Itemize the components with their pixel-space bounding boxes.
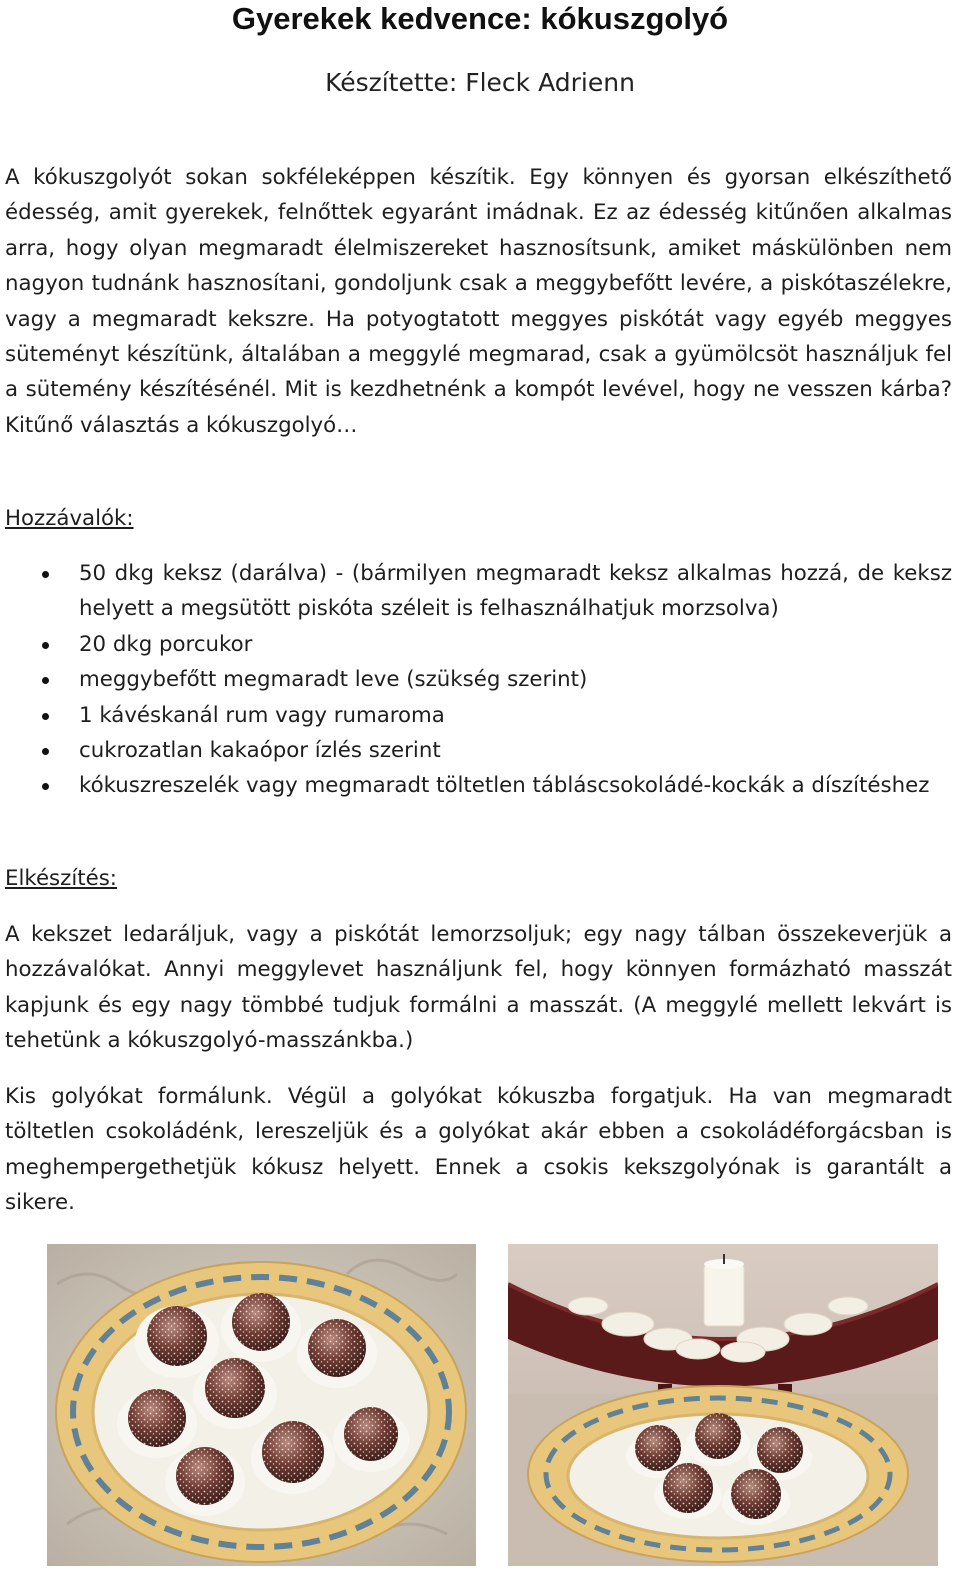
page-title: Gyerekek kedvence: kókuszgolyó	[231, 1, 729, 36]
list-item: 20 dkg porcukor	[0, 627, 952, 662]
author-line: Készítette: Fleck Adrienn	[325, 68, 635, 97]
photo-plate-top-view	[47, 1244, 476, 1566]
list-item: cukrozatlan kakaópor ízlés szerint	[0, 733, 952, 768]
photo-plate-top-view-image	[47, 1244, 476, 1566]
bullet-icon	[42, 677, 49, 684]
bullet-icon	[42, 783, 49, 790]
list-item: kókuszreszelék vagy megmaradt töltetlen tábláscsokoládé-kockák a díszítéshez	[0, 768, 952, 803]
bullet-icon	[42, 642, 49, 649]
photo-plate-with-candle-image	[508, 1244, 938, 1566]
ingredients-heading: Hozzávalók:	[5, 506, 134, 531]
list-item: 50 dkg keksz (darálva) - (bármilyen megmaradt keksz alkalmas hozzá, de keksz helyett a megsütött piskóta széleit is felhasználhatjuk morzsolva)	[0, 556, 952, 627]
bullet-icon	[42, 571, 49, 578]
method-paragraph-1: A kekszet ledaráljuk, vagy a piskótát lemorzsoljuk; egy nagy tálban összekeverjük a hozzávalókat. Annyi meggylevet használjunk fel, hogy könnyen formázható masszát kapjunk és egy nagy tömbbé tudjuk formálni a masszát. (A meggylé mellett lekvárt is tehetünk a kókuszgolyó-masszánkba.)	[5, 922, 952, 1054]
list-item: 1 kávéskanál rum vagy rumaroma	[0, 698, 952, 733]
bullet-icon	[42, 713, 49, 720]
intro-paragraph: A kókuszgolyót sokan sokféleképpen készítik. Egy könnyen és gyorsan elkészíthető édesség, amit gyerekek, felnőttek egyaránt imádnak. Ez az édesség kitűnően alkalmas arra, hogy olyan megmaradt élelmiszereket hasznosítsunk, amiket máskülönben nem nagyon tudnánk hasznosítani, gondoljunk csak a meggybefőtt levére, a piskótaszélekre, vagy a megmaradt kekszre. Ha potyogtatott meggyes piskótát vagy egyéb meggyes süteményt készítünk, általában a meggylé megmarad, csak a gyümölcsöt használjuk fel a sütemény készítésénél. Mit is kezdhetnénk a kompót levével, hogy ne vesszen kárba? Kitűnő választás a kókuszgolyó…	[5, 165, 952, 438]
bullet-icon	[42, 748, 49, 755]
photo-plate-with-candle	[508, 1244, 938, 1566]
method-heading: Elkészítés:	[5, 866, 117, 891]
method-paragraph-2: Kis golyókat formálunk. Végül a golyókat kókuszba forgatjuk. Ha van megmaradt töltetlen csokoládénk, lereszeljük és a golyókat akár ebben a csokoládéforgácsban is meghempergethetjük kókusz helyett. Ennek a csokis kekszgolyónak is garantált a sikere.	[5, 1084, 952, 1216]
ingredients-list	[0, 556, 952, 804]
list-item: meggybefőtt megmaradt leve (szükség szerint)	[0, 662, 952, 697]
